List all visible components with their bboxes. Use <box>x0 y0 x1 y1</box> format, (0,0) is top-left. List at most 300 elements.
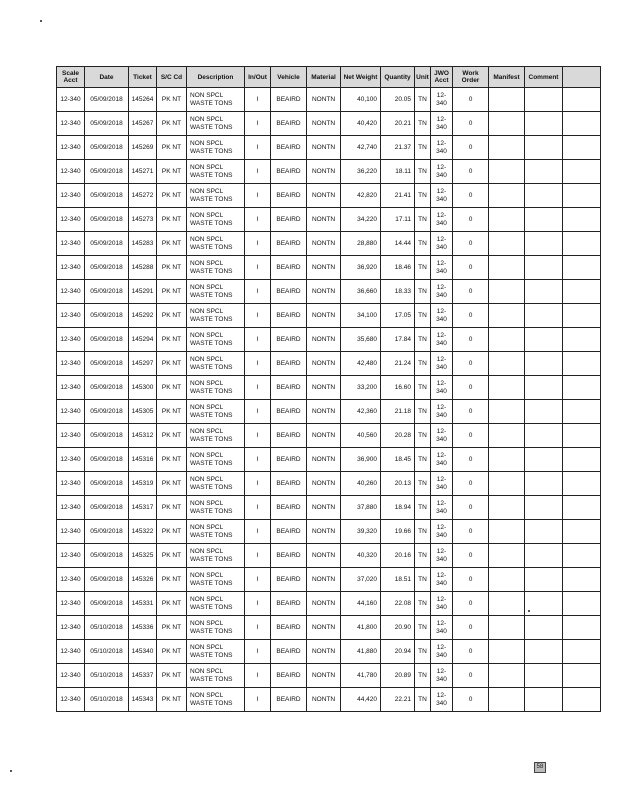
cell-scale-acct: 12-340 <box>57 592 85 616</box>
cell-unit: TN <box>415 256 431 280</box>
cell-net-weight: 42,360 <box>341 400 381 424</box>
cell-manifest <box>489 496 525 520</box>
cell-comment <box>525 112 563 136</box>
cell-jwo-acct: 12-340 <box>431 136 453 160</box>
cell-sc-cd: PK NT <box>157 304 187 328</box>
cell-jwo-acct: 12-340 <box>431 496 453 520</box>
cell-comment <box>525 616 563 640</box>
cell-work-order: 0 <box>453 424 489 448</box>
cell-comment <box>525 352 563 376</box>
cell-jwo-acct: 12-340 <box>431 352 453 376</box>
cell-unit: TN <box>415 664 431 688</box>
cell-manifest <box>489 280 525 304</box>
cell-vehicle: BEAIRD <box>271 400 307 424</box>
table-row <box>57 496 601 520</box>
cell-ticket: 145326 <box>129 568 157 592</box>
col-quantity: Quantity <box>381 67 415 88</box>
cell-material: NONTN <box>307 376 341 400</box>
cell-jwo-acct: 12-340 <box>431 664 453 688</box>
cell-vehicle: BEAIRD <box>271 232 307 256</box>
cell-vehicle: BEAIRD <box>271 664 307 688</box>
cell-in-out: I <box>245 520 271 544</box>
cell-net-weight: 37,020 <box>341 568 381 592</box>
cell-quantity: 14.44 <box>381 232 415 256</box>
cell-jwo-acct: 12-340 <box>431 112 453 136</box>
cell-description <box>187 160 245 184</box>
cell-sc-cd: PK NT <box>157 616 187 640</box>
cell-description <box>187 376 245 400</box>
cell-in-out: I <box>245 88 271 112</box>
description-line-2: WASTE TONS <box>190 291 233 299</box>
cell-unit: TN <box>415 424 431 448</box>
cell-description <box>187 640 245 664</box>
cell-scale-acct: 12-340 <box>57 304 85 328</box>
cell-vehicle: BEAIRD <box>271 280 307 304</box>
cell-material: NONTN <box>307 424 341 448</box>
cell-ticket: 145325 <box>129 544 157 568</box>
cell-quantity: 18.46 <box>381 256 415 280</box>
cell-quantity: 20.94 <box>381 640 415 664</box>
cell-unit: TN <box>415 616 431 640</box>
description-line-1: NON SPCL <box>190 523 224 531</box>
cell-manifest <box>489 160 525 184</box>
cell-comment <box>525 184 563 208</box>
cell-material: NONTN <box>307 328 341 352</box>
cell-in-out: I <box>245 544 271 568</box>
col-date: Date <box>85 67 129 88</box>
cell-material: NONTN <box>307 592 341 616</box>
header-row <box>57 67 601 88</box>
description-line-2: WASTE TONS <box>190 483 233 491</box>
cell-comment <box>525 280 563 304</box>
cell-material: NONTN <box>307 664 341 688</box>
cell-work-order: 0 <box>453 136 489 160</box>
cell-material: NONTN <box>307 568 341 592</box>
table-row <box>57 520 601 544</box>
cell-vehicle: BEAIRD <box>271 640 307 664</box>
cell-unit: TN <box>415 688 431 712</box>
scale-ticket-report <box>56 66 600 712</box>
description-line-1: NON SPCL <box>190 619 224 627</box>
cell-scale-acct: 12-340 <box>57 208 85 232</box>
cell-sc-cd: PK NT <box>157 280 187 304</box>
cell-net-weight: 36,660 <box>341 280 381 304</box>
cell-scale-acct: 12-340 <box>57 160 85 184</box>
cell-in-out: I <box>245 400 271 424</box>
cell-jwo-acct: 12-340 <box>431 688 453 712</box>
cell-material: NONTN <box>307 352 341 376</box>
cell-manifest <box>489 520 525 544</box>
cell-work-order: 0 <box>453 664 489 688</box>
cell-jwo-acct: 12-340 <box>431 280 453 304</box>
table-row <box>57 400 601 424</box>
description-line-1: NON SPCL <box>190 139 224 147</box>
cell-ticket: 145331 <box>129 592 157 616</box>
cell-work-order: 0 <box>453 520 489 544</box>
cell-manifest <box>489 304 525 328</box>
cell-comment <box>525 160 563 184</box>
cell-material: NONTN <box>307 544 341 568</box>
cell-description <box>187 88 245 112</box>
cell-description <box>187 232 245 256</box>
description-line-2: WASTE TONS <box>190 243 233 251</box>
cell-comment <box>525 232 563 256</box>
cell-sc-cd: PK NT <box>157 544 187 568</box>
cell-manifest <box>489 256 525 280</box>
cell-net-weight: 34,100 <box>341 304 381 328</box>
cell-unit: TN <box>415 160 431 184</box>
cell-date: 05/10/2018 <box>85 640 129 664</box>
ticket-rows <box>57 88 601 712</box>
cell-work-order: 0 <box>453 400 489 424</box>
cell-ticket: 145294 <box>129 328 157 352</box>
cell-description <box>187 256 245 280</box>
cell-date: 05/09/2018 <box>85 184 129 208</box>
cell-ticket: 145288 <box>129 256 157 280</box>
cell-quantity: 20.90 <box>381 616 415 640</box>
table-row <box>57 184 601 208</box>
description-line-1: NON SPCL <box>190 403 224 411</box>
cell-quantity: 17.11 <box>381 208 415 232</box>
description-line-1: NON SPCL <box>190 499 224 507</box>
cell-comment <box>525 568 563 592</box>
description-line-2: WASTE TONS <box>190 531 233 539</box>
cell-quantity: 20.21 <box>381 112 415 136</box>
cell-quantity: 18.45 <box>381 448 415 472</box>
cell-work-order: 0 <box>453 352 489 376</box>
cell-ticket: 145267 <box>129 112 157 136</box>
description-line-2: WASTE TONS <box>190 699 233 707</box>
cell-sc-cd: PK NT <box>157 160 187 184</box>
cell-net-weight: 36,920 <box>341 256 381 280</box>
cell-vehicle: BEAIRD <box>271 520 307 544</box>
cell-quantity: 16.60 <box>381 376 415 400</box>
cell-in-out: I <box>245 688 271 712</box>
cell-description <box>187 592 245 616</box>
cell-ticket: 145269 <box>129 136 157 160</box>
table-row <box>57 472 601 496</box>
description-line-2: WASTE TONS <box>190 435 233 443</box>
cell-quantity: 19.66 <box>381 520 415 544</box>
cell-material: NONTN <box>307 208 341 232</box>
cell-description <box>187 688 245 712</box>
cell-unit: TN <box>415 592 431 616</box>
cell-material: NONTN <box>307 88 341 112</box>
cell-in-out: I <box>245 328 271 352</box>
cell-manifest <box>489 400 525 424</box>
description-line-1: NON SPCL <box>190 427 224 435</box>
cell-net-weight: 39,320 <box>341 520 381 544</box>
cell-scale-acct: 12-340 <box>57 664 85 688</box>
cell-vehicle: BEAIRD <box>271 352 307 376</box>
cell-in-out: I <box>245 184 271 208</box>
cell-comment <box>525 136 563 160</box>
cell-sc-cd: PK NT <box>157 136 187 160</box>
cell-description <box>187 664 245 688</box>
cell-ticket: 145337 <box>129 664 157 688</box>
cell-unit: TN <box>415 472 431 496</box>
description-line-1: NON SPCL <box>190 379 224 387</box>
cell-net-weight: 41,800 <box>341 616 381 640</box>
cell-net-weight: 37,880 <box>341 496 381 520</box>
cell-comment <box>525 592 563 616</box>
description-line-2: WASTE TONS <box>190 315 233 323</box>
cell-date: 05/09/2018 <box>85 520 129 544</box>
cell-extra <box>563 592 601 616</box>
cell-work-order: 0 <box>453 592 489 616</box>
cell-ticket: 145272 <box>129 184 157 208</box>
cell-vehicle: BEAIRD <box>271 616 307 640</box>
description-line-1: NON SPCL <box>190 115 224 123</box>
cell-vehicle: BEAIRD <box>271 376 307 400</box>
description-line-1: NON SPCL <box>190 691 224 699</box>
cell-jwo-acct: 12-340 <box>431 424 453 448</box>
cell-unit: TN <box>415 88 431 112</box>
cell-in-out: I <box>245 136 271 160</box>
cell-date: 05/09/2018 <box>85 472 129 496</box>
cell-description <box>187 304 245 328</box>
cell-date: 05/09/2018 <box>85 88 129 112</box>
cell-comment <box>525 400 563 424</box>
cell-in-out: I <box>245 256 271 280</box>
cell-work-order: 0 <box>453 280 489 304</box>
cell-jwo-acct: 12-340 <box>431 448 453 472</box>
cell-date: 05/09/2018 <box>85 232 129 256</box>
cell-vehicle: BEAIRD <box>271 208 307 232</box>
cell-material: NONTN <box>307 112 341 136</box>
col-material: Material <box>307 67 341 88</box>
cell-extra <box>563 328 601 352</box>
cell-unit: TN <box>415 376 431 400</box>
cell-extra <box>563 520 601 544</box>
cell-ticket: 145305 <box>129 400 157 424</box>
cell-extra <box>563 112 601 136</box>
cell-work-order: 0 <box>453 496 489 520</box>
cell-date: 05/09/2018 <box>85 136 129 160</box>
cell-description <box>187 496 245 520</box>
cell-unit: TN <box>415 352 431 376</box>
cell-work-order: 0 <box>453 616 489 640</box>
description-line-2: WASTE TONS <box>190 411 233 419</box>
cell-sc-cd: PK NT <box>157 520 187 544</box>
col-sc-cd: S/C Cd <box>157 67 187 88</box>
cell-comment <box>525 688 563 712</box>
table-row <box>57 688 601 712</box>
table-row <box>57 352 601 376</box>
cell-manifest <box>489 544 525 568</box>
col-net-weight: Net Weight <box>341 67 381 88</box>
cell-ticket: 145316 <box>129 448 157 472</box>
cell-net-weight: 41,880 <box>341 640 381 664</box>
cell-sc-cd: PK NT <box>157 328 187 352</box>
table-row <box>57 136 601 160</box>
cell-quantity: 22.08 <box>381 592 415 616</box>
cell-quantity: 21.41 <box>381 184 415 208</box>
cell-scale-acct: 12-340 <box>57 472 85 496</box>
scan-speck <box>10 770 12 772</box>
cell-extra <box>563 88 601 112</box>
cell-quantity: 18.51 <box>381 568 415 592</box>
cell-sc-cd: PK NT <box>157 592 187 616</box>
cell-extra <box>563 376 601 400</box>
cell-in-out: I <box>245 472 271 496</box>
cell-date: 05/09/2018 <box>85 160 129 184</box>
col-extra <box>563 67 601 88</box>
table-row <box>57 568 601 592</box>
cell-extra <box>563 208 601 232</box>
cell-comment <box>525 472 563 496</box>
description-line-1: NON SPCL <box>190 307 224 315</box>
description-line-2: WASTE TONS <box>190 507 233 515</box>
cell-sc-cd: PK NT <box>157 640 187 664</box>
cell-extra <box>563 688 601 712</box>
cell-ticket: 145283 <box>129 232 157 256</box>
description-line-2: WASTE TONS <box>190 363 233 371</box>
cell-vehicle: BEAIRD <box>271 136 307 160</box>
cell-jwo-acct: 12-340 <box>431 472 453 496</box>
cell-sc-cd: PK NT <box>157 448 187 472</box>
cell-description <box>187 352 245 376</box>
cell-quantity: 18.33 <box>381 280 415 304</box>
description-line-1: NON SPCL <box>190 547 224 555</box>
cell-in-out: I <box>245 112 271 136</box>
cell-unit: TN <box>415 568 431 592</box>
cell-date: 05/09/2018 <box>85 400 129 424</box>
description-line-2: WASTE TONS <box>190 99 233 107</box>
cell-sc-cd: PK NT <box>157 112 187 136</box>
cell-net-weight: 42,480 <box>341 352 381 376</box>
table-row <box>57 88 601 112</box>
description-line-1: NON SPCL <box>190 91 224 99</box>
cell-unit: TN <box>415 232 431 256</box>
cell-scale-acct: 12-340 <box>57 496 85 520</box>
cell-quantity: 20.89 <box>381 664 415 688</box>
cell-scale-acct: 12-340 <box>57 544 85 568</box>
cell-in-out: I <box>245 208 271 232</box>
cell-work-order: 0 <box>453 640 489 664</box>
cell-scale-acct: 12-340 <box>57 352 85 376</box>
cell-comment <box>525 208 563 232</box>
cell-in-out: I <box>245 496 271 520</box>
table-row <box>57 616 601 640</box>
description-line-2: WASTE TONS <box>190 339 233 347</box>
cell-manifest <box>489 232 525 256</box>
cell-vehicle: BEAIRD <box>271 544 307 568</box>
cell-material: NONTN <box>307 256 341 280</box>
cell-scale-acct: 12-340 <box>57 112 85 136</box>
cell-unit: TN <box>415 400 431 424</box>
description-line-1: NON SPCL <box>190 595 224 603</box>
description-line-2: WASTE TONS <box>190 267 233 275</box>
cell-material: NONTN <box>307 616 341 640</box>
description-line-2: WASTE TONS <box>190 123 233 131</box>
cell-in-out: I <box>245 568 271 592</box>
cell-jwo-acct: 12-340 <box>431 256 453 280</box>
cell-sc-cd: PK NT <box>157 496 187 520</box>
table-row <box>57 160 601 184</box>
cell-work-order: 0 <box>453 232 489 256</box>
cell-description <box>187 136 245 160</box>
cell-work-order: 0 <box>453 568 489 592</box>
ticket-table <box>56 66 601 712</box>
cell-sc-cd: PK NT <box>157 664 187 688</box>
cell-sc-cd: PK NT <box>157 352 187 376</box>
cell-scale-acct: 12-340 <box>57 328 85 352</box>
cell-vehicle: BEAIRD <box>271 448 307 472</box>
cell-ticket: 145317 <box>129 496 157 520</box>
cell-unit: TN <box>415 520 431 544</box>
cell-quantity: 17.05 <box>381 304 415 328</box>
cell-net-weight: 44,160 <box>341 592 381 616</box>
cell-jwo-acct: 12-340 <box>431 568 453 592</box>
cell-ticket: 145292 <box>129 304 157 328</box>
cell-quantity: 20.05 <box>381 88 415 112</box>
cell-quantity: 20.16 <box>381 544 415 568</box>
cell-net-weight: 35,680 <box>341 328 381 352</box>
description-line-1: NON SPCL <box>190 187 224 195</box>
cell-ticket: 145312 <box>129 424 157 448</box>
cell-jwo-acct: 12-340 <box>431 208 453 232</box>
description-line-1: NON SPCL <box>190 211 224 219</box>
cell-jwo-acct: 12-340 <box>431 520 453 544</box>
table-row <box>57 424 601 448</box>
cell-extra <box>563 400 601 424</box>
cell-ticket: 145300 <box>129 376 157 400</box>
cell-extra <box>563 448 601 472</box>
description-line-2: WASTE TONS <box>190 459 233 467</box>
table-row <box>57 280 601 304</box>
cell-date: 05/10/2018 <box>85 664 129 688</box>
cell-date: 05/09/2018 <box>85 424 129 448</box>
cell-sc-cd: PK NT <box>157 400 187 424</box>
cell-vehicle: BEAIRD <box>271 688 307 712</box>
cell-date: 05/10/2018 <box>85 688 129 712</box>
cell-manifest <box>489 616 525 640</box>
cell-manifest <box>489 664 525 688</box>
cell-extra <box>563 616 601 640</box>
cell-in-out: I <box>245 592 271 616</box>
cell-extra <box>563 544 601 568</box>
cell-scale-acct: 12-340 <box>57 280 85 304</box>
cell-jwo-acct: 12-340 <box>431 232 453 256</box>
cell-scale-acct: 12-340 <box>57 640 85 664</box>
cell-material: NONTN <box>307 232 341 256</box>
cell-scale-acct: 12-340 <box>57 376 85 400</box>
cell-jwo-acct: 12-340 <box>431 304 453 328</box>
cell-manifest <box>489 376 525 400</box>
cell-material: NONTN <box>307 640 341 664</box>
cell-net-weight: 40,420 <box>341 112 381 136</box>
cell-work-order: 0 <box>453 304 489 328</box>
table-row <box>57 448 601 472</box>
cell-in-out: I <box>245 304 271 328</box>
cell-material: NONTN <box>307 136 341 160</box>
col-jwo-acct: JWO Acct <box>431 67 453 88</box>
cell-vehicle: BEAIRD <box>271 160 307 184</box>
cell-description <box>187 544 245 568</box>
col-scale-acct: Scale Acct <box>57 67 85 88</box>
cell-date: 05/09/2018 <box>85 592 129 616</box>
cell-unit: TN <box>415 112 431 136</box>
cell-sc-cd: PK NT <box>157 688 187 712</box>
description-line-2: WASTE TONS <box>190 675 233 683</box>
description-line-2: WASTE TONS <box>190 603 233 611</box>
cell-extra <box>563 304 601 328</box>
cell-unit: TN <box>415 304 431 328</box>
cell-comment <box>525 448 563 472</box>
cell-extra <box>563 664 601 688</box>
cell-manifest <box>489 448 525 472</box>
